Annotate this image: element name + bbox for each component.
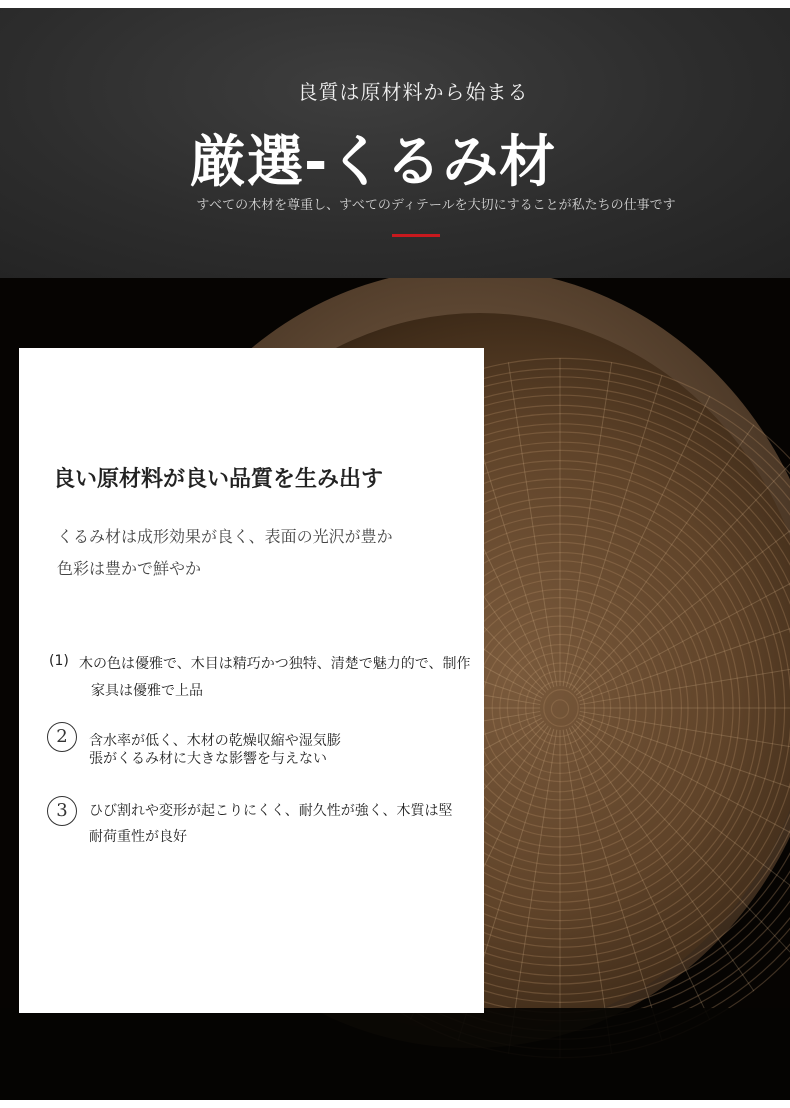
- item-2-line-1: 含水率が低く、木材の乾燥収縮や湿気膨: [89, 733, 341, 749]
- item-3-line-2: 耐荷重性が良好: [89, 829, 187, 845]
- item-1-line-2: 家具は優雅で上品: [91, 683, 203, 699]
- card-heading: 良い原材料が良い品質を生み出す: [53, 467, 384, 492]
- item-3-marker: 3: [47, 796, 77, 826]
- card-desc-line-2: 色彩は豊かで鮮やか: [57, 559, 202, 578]
- item-2-line-2: 張がくるみ材に大きな影響を与えない: [89, 751, 327, 767]
- header-banner: [0, 8, 790, 278]
- item-2-marker: 2: [47, 722, 77, 752]
- header-subtitle: すべての木材を尊重し、すべてのディテールを大切にすることが私たちの仕事です: [196, 198, 676, 213]
- header-kicker: 良質は原材料から始まる: [297, 80, 529, 104]
- card-desc-line-1: くるみ材は成形効果が良く、表面の光沢が豊か: [57, 527, 393, 546]
- item-1-marker: (1): [49, 653, 69, 669]
- header-accent-rule: [392, 234, 440, 237]
- item-3-line-1: ひび割れや変形が起こりにくく、耐久性が強く、木質は堅: [89, 803, 453, 819]
- bottom-shadow: [0, 1008, 790, 1100]
- info-card: [19, 348, 484, 1013]
- item-1-line-1: 木の色は優雅で、木目は精巧かつ独特、清楚で魅力的で、制作: [79, 656, 471, 672]
- bottom-strip: [0, 1100, 790, 1108]
- header-title: 厳選-くるみ材: [190, 130, 557, 195]
